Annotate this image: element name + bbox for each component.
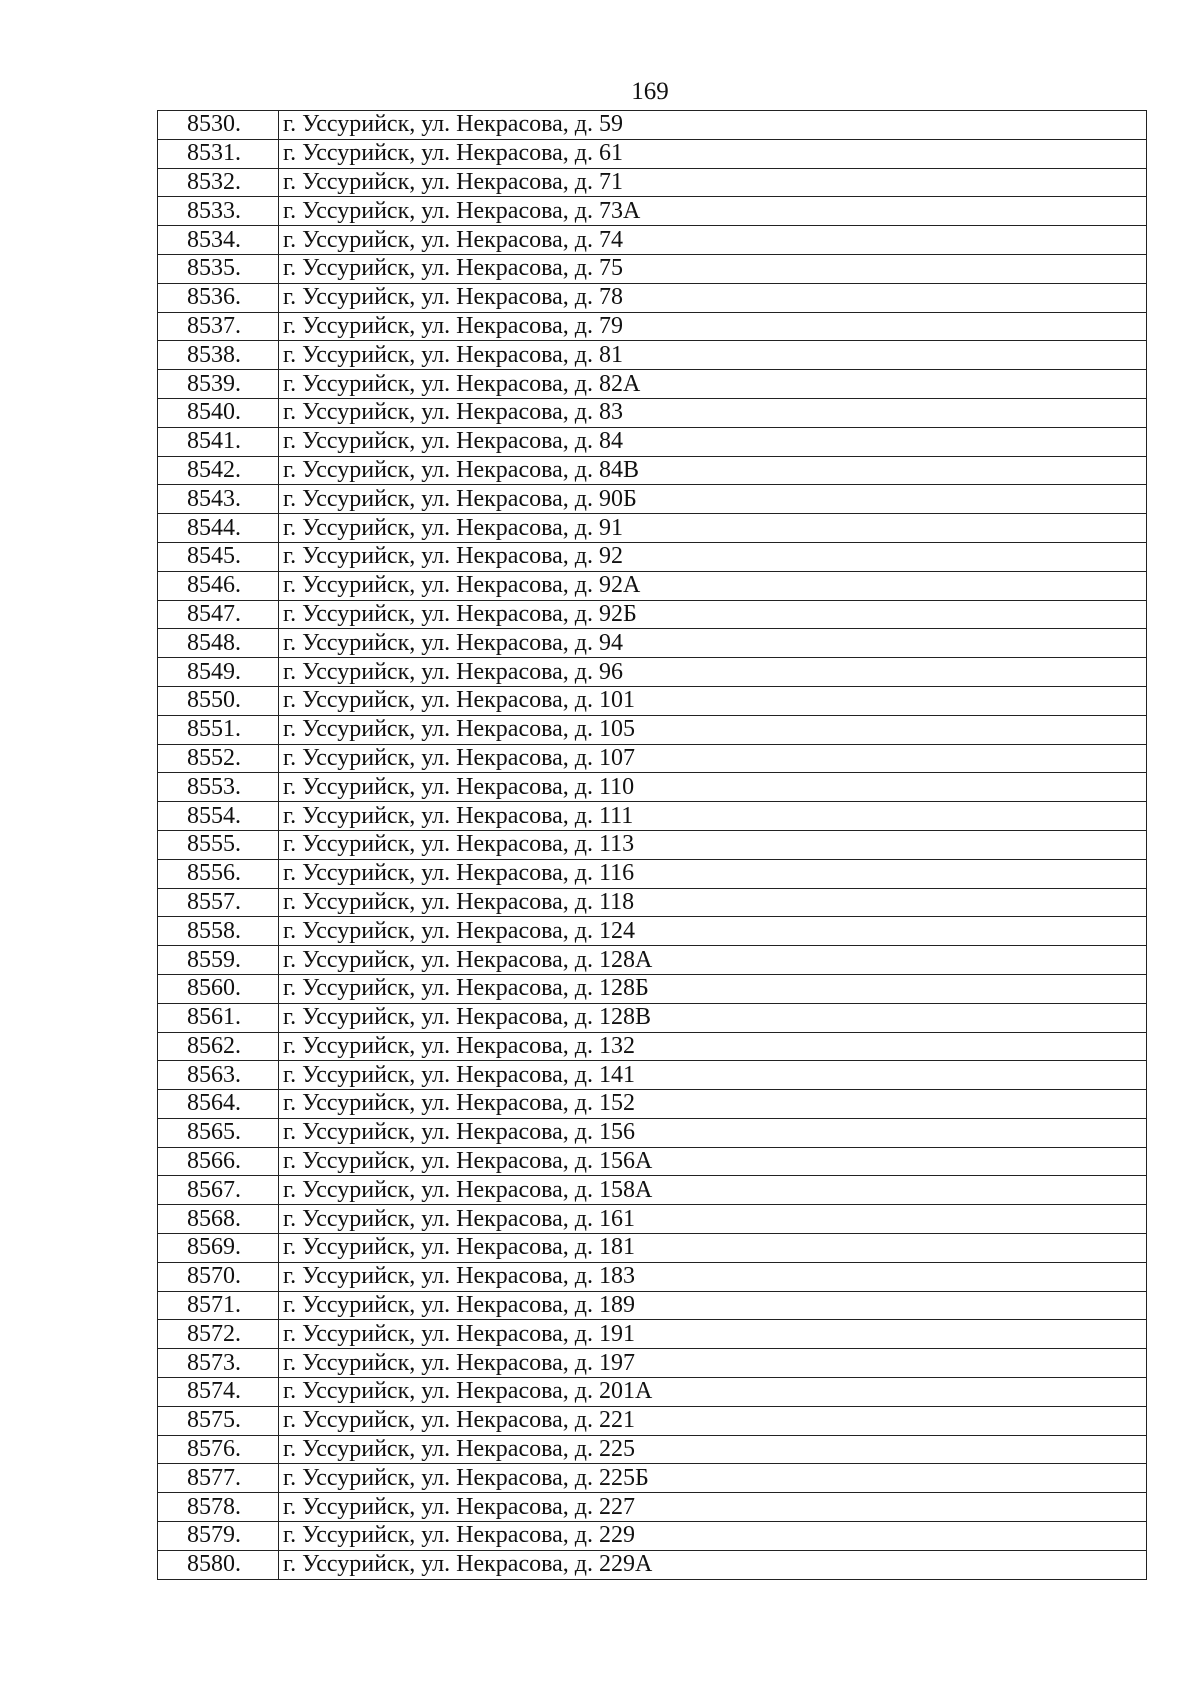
row-number-cell: 8531. <box>158 139 279 168</box>
table-row <box>158 312 1147 341</box>
table-row <box>158 744 1147 773</box>
address-cell: г. Уссурийск, ул. Некрасова, д. 156 <box>279 1118 1147 1147</box>
row-number-cell: 8562. <box>158 1032 279 1061</box>
address-cell: г. Уссурийск, ул. Некрасова, д. 79 <box>279 312 1147 341</box>
table-row <box>158 1262 1147 1291</box>
address-cell: г. Уссурийск, ул. Некрасова, д. 90Б <box>279 485 1147 514</box>
address-cell: г. Уссурийск, ул. Некрасова, д. 107 <box>279 744 1147 773</box>
row-number-cell: 8541. <box>158 427 279 456</box>
row-number-cell: 8573. <box>158 1349 279 1378</box>
table-row <box>158 1291 1147 1320</box>
row-number-cell: 8569. <box>158 1234 279 1263</box>
table-row <box>158 226 1147 255</box>
address-cell: г. Уссурийск, ул. Некрасова, д. 221 <box>279 1406 1147 1435</box>
table-row <box>158 1032 1147 1061</box>
address-cell: г. Уссурийск, ул. Некрасова, д. 191 <box>279 1320 1147 1349</box>
table-row <box>158 600 1147 629</box>
address-cell: г. Уссурийск, ул. Некрасова, д. 152 <box>279 1090 1147 1119</box>
table-row <box>158 658 1147 687</box>
table-row <box>158 1234 1147 1263</box>
address-cell: г. Уссурийск, ул. Некрасова, д. 94 <box>279 629 1147 658</box>
row-number-cell: 8553. <box>158 773 279 802</box>
table-row <box>158 1349 1147 1378</box>
row-number-cell: 8538. <box>158 341 279 370</box>
address-cell: г. Уссурийск, ул. Некрасова, д. 74 <box>279 226 1147 255</box>
table-row <box>158 1176 1147 1205</box>
table-row <box>158 456 1147 485</box>
address-table <box>157 110 1147 1580</box>
row-number-cell: 8534. <box>158 226 279 255</box>
row-number-cell: 8557. <box>158 888 279 917</box>
table-row <box>158 830 1147 859</box>
table-row <box>158 715 1147 744</box>
row-number-cell: 8554. <box>158 802 279 831</box>
row-number-cell: 8542. <box>158 456 279 485</box>
address-cell: г. Уссурийск, ул. Некрасова, д. 75 <box>279 254 1147 283</box>
table-row <box>158 370 1147 399</box>
row-number-cell: 8563. <box>158 1061 279 1090</box>
table-row <box>158 514 1147 543</box>
table-row <box>158 427 1147 456</box>
address-cell: г. Уссурийск, ул. Некрасова, д. 225 <box>279 1435 1147 1464</box>
row-number-cell: 8568. <box>158 1205 279 1234</box>
address-cell: г. Уссурийск, ул. Некрасова, д. 84В <box>279 456 1147 485</box>
address-cell: г. Уссурийск, ул. Некрасова, д. 110 <box>279 773 1147 802</box>
address-cell: г. Уссурийск, ул. Некрасова, д. 158А <box>279 1176 1147 1205</box>
row-number-cell: 8544. <box>158 514 279 543</box>
address-cell: г. Уссурийск, ул. Некрасова, д. 111 <box>279 802 1147 831</box>
row-number-cell: 8580. <box>158 1550 279 1579</box>
row-number-cell: 8570. <box>158 1262 279 1291</box>
row-number-cell: 8555. <box>158 830 279 859</box>
address-cell: г. Уссурийск, ул. Некрасова, д. 82А <box>279 370 1147 399</box>
row-number-cell: 8571. <box>158 1291 279 1320</box>
row-number-cell: 8558. <box>158 917 279 946</box>
row-number-cell: 8549. <box>158 658 279 687</box>
row-number-cell: 8577. <box>158 1464 279 1493</box>
row-number-cell: 8579. <box>158 1522 279 1551</box>
row-number-cell: 8530. <box>158 111 279 140</box>
row-number-cell: 8532. <box>158 168 279 197</box>
row-number-cell: 8575. <box>158 1406 279 1435</box>
table-row <box>158 1550 1147 1579</box>
address-cell: г. Уссурийск, ул. Некрасова, д. 229 <box>279 1522 1147 1551</box>
table-row <box>158 485 1147 514</box>
row-number-cell: 8574. <box>158 1378 279 1407</box>
row-number-cell: 8565. <box>158 1118 279 1147</box>
row-number-cell: 8576. <box>158 1435 279 1464</box>
table-row <box>158 542 1147 571</box>
address-cell: г. Уссурийск, ул. Некрасова, д. 113 <box>279 830 1147 859</box>
table-row <box>158 398 1147 427</box>
row-number-cell: 8533. <box>158 197 279 226</box>
address-cell: г. Уссурийск, ул. Некрасова, д. 141 <box>279 1061 1147 1090</box>
table-row <box>158 1522 1147 1551</box>
table-row <box>158 1435 1147 1464</box>
table-row <box>158 571 1147 600</box>
address-cell: г. Уссурийск, ул. Некрасова, д. 181 <box>279 1234 1147 1263</box>
row-number-cell: 8540. <box>158 398 279 427</box>
table-row <box>158 1090 1147 1119</box>
row-number-cell: 8566. <box>158 1147 279 1176</box>
table-row <box>158 1003 1147 1032</box>
table-row <box>158 168 1147 197</box>
table-row <box>158 686 1147 715</box>
row-number-cell: 8561. <box>158 1003 279 1032</box>
row-number-cell: 8567. <box>158 1176 279 1205</box>
address-cell: г. Уссурийск, ул. Некрасова, д. 201А <box>279 1378 1147 1407</box>
row-number-cell: 8547. <box>158 600 279 629</box>
table-row <box>158 802 1147 831</box>
row-number-cell: 8572. <box>158 1320 279 1349</box>
address-cell: г. Уссурийск, ул. Некрасова, д. 225Б <box>279 1464 1147 1493</box>
table-row <box>158 917 1147 946</box>
table-row <box>158 1378 1147 1407</box>
table-row <box>158 773 1147 802</box>
table-row <box>158 1061 1147 1090</box>
table-row <box>158 341 1147 370</box>
row-number-cell: 8537. <box>158 312 279 341</box>
row-number-cell: 8552. <box>158 744 279 773</box>
address-cell: г. Уссурийск, ул. Некрасова, д. 59 <box>279 111 1147 140</box>
table-row <box>158 1118 1147 1147</box>
address-cell: г. Уссурийск, ул. Некрасова, д. 101 <box>279 686 1147 715</box>
address-cell: г. Уссурийск, ул. Некрасова, д. 128Б <box>279 974 1147 1003</box>
address-cell: г. Уссурийск, ул. Некрасова, д. 91 <box>279 514 1147 543</box>
address-cell: г. Уссурийск, ул. Некрасова, д. 156А <box>279 1147 1147 1176</box>
table-row <box>158 1320 1147 1349</box>
table-row <box>158 197 1147 226</box>
row-number-cell: 8535. <box>158 254 279 283</box>
row-number-cell: 8560. <box>158 974 279 1003</box>
row-number-cell: 8543. <box>158 485 279 514</box>
row-number-cell: 8546. <box>158 571 279 600</box>
table-row <box>158 254 1147 283</box>
table-row <box>158 111 1147 140</box>
address-cell: г. Уссурийск, ул. Некрасова, д. 189 <box>279 1291 1147 1320</box>
address-cell: г. Уссурийск, ул. Некрасова, д. 73А <box>279 197 1147 226</box>
row-number-cell: 8551. <box>158 715 279 744</box>
address-cell: г. Уссурийск, ул. Некрасова, д. 83 <box>279 398 1147 427</box>
address-cell: г. Уссурийск, ул. Некрасова, д. 81 <box>279 341 1147 370</box>
table-row <box>158 1406 1147 1435</box>
row-number-cell: 8556. <box>158 859 279 888</box>
row-number-cell: 8548. <box>158 629 279 658</box>
address-cell: г. Уссурийск, ул. Некрасова, д. 71 <box>279 168 1147 197</box>
row-number-cell: 8564. <box>158 1090 279 1119</box>
address-cell: г. Уссурийск, ул. Некрасова, д. 128А <box>279 946 1147 975</box>
row-number-cell: 8536. <box>158 283 279 312</box>
address-cell: г. Уссурийск, ул. Некрасова, д. 84 <box>279 427 1147 456</box>
address-cell: г. Уссурийск, ул. Некрасова, д. 183 <box>279 1262 1147 1291</box>
address-cell: г. Уссурийск, ул. Некрасова, д. 161 <box>279 1205 1147 1234</box>
page-number: 169 <box>631 78 669 105</box>
address-cell: г. Уссурийск, ул. Некрасова, д. 116 <box>279 859 1147 888</box>
address-table-body <box>158 111 1147 1580</box>
address-cell: г. Уссурийск, ул. Некрасова, д. 118 <box>279 888 1147 917</box>
table-row <box>158 859 1147 888</box>
address-cell: г. Уссурийск, ул. Некрасова, д. 229А <box>279 1550 1147 1579</box>
table-row <box>158 888 1147 917</box>
table-row <box>158 1464 1147 1493</box>
table-row <box>158 283 1147 312</box>
table-row <box>158 1493 1147 1522</box>
table-row <box>158 974 1147 1003</box>
row-number-cell: 8550. <box>158 686 279 715</box>
table-row <box>158 629 1147 658</box>
table-row <box>158 139 1147 168</box>
row-number-cell: 8578. <box>158 1493 279 1522</box>
row-number-cell: 8539. <box>158 370 279 399</box>
address-cell: г. Уссурийск, ул. Некрасова, д. 78 <box>279 283 1147 312</box>
address-cell: г. Уссурийск, ул. Некрасова, д. 227 <box>279 1493 1147 1522</box>
address-cell: г. Уссурийск, ул. Некрасова, д. 124 <box>279 917 1147 946</box>
row-number-cell: 8559. <box>158 946 279 975</box>
address-cell: г. Уссурийск, ул. Некрасова, д. 96 <box>279 658 1147 687</box>
address-cell: г. Уссурийск, ул. Некрасова, д. 197 <box>279 1349 1147 1378</box>
address-cell: г. Уссурийск, ул. Некрасова, д. 92А <box>279 571 1147 600</box>
row-number-cell: 8545. <box>158 542 279 571</box>
address-cell: г. Уссурийск, ул. Некрасова, д. 132 <box>279 1032 1147 1061</box>
address-cell: г. Уссурийск, ул. Некрасова, д. 105 <box>279 715 1147 744</box>
address-cell: г. Уссурийск, ул. Некрасова, д. 128В <box>279 1003 1147 1032</box>
table-row <box>158 946 1147 975</box>
address-cell: г. Уссурийск, ул. Некрасова, д. 92 <box>279 542 1147 571</box>
table-row <box>158 1205 1147 1234</box>
address-cell: г. Уссурийск, ул. Некрасова, д. 92Б <box>279 600 1147 629</box>
table-row <box>158 1147 1147 1176</box>
address-cell: г. Уссурийск, ул. Некрасова, д. 61 <box>279 139 1147 168</box>
